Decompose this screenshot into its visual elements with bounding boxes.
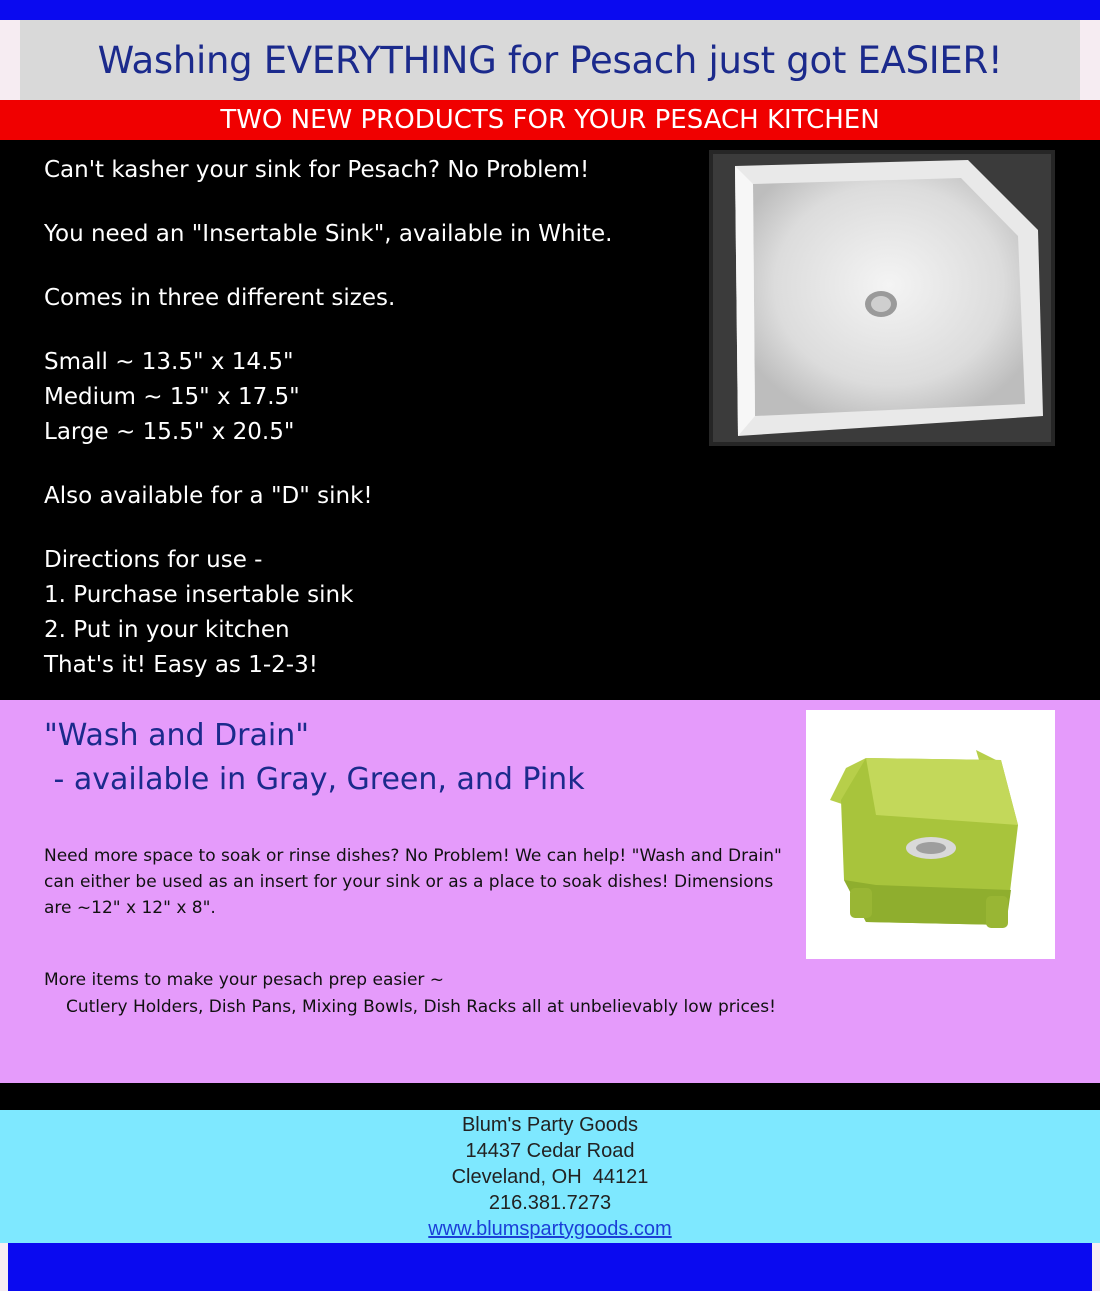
direction-closing: That's it! Easy as 1-2-3! (44, 652, 318, 678)
insertable-line: You need an "Insertable Sink", available in White. (44, 221, 613, 247)
kasher-line: Can't kasher your sink for Pesach? No Problem! (44, 157, 590, 183)
size-small: Small ~ 13.5" x 14.5" (44, 349, 294, 375)
black-divider (0, 1083, 1100, 1110)
sizes-intro: Comes in three different sizes. (44, 285, 396, 311)
direction-step-2: 2. Put in your kitchen (44, 617, 290, 643)
wash-and-drain-colors: - available in Gray, Green, and Pink (44, 762, 585, 797)
bottom-border (0, 1243, 1100, 1291)
wash-and-drain-section (0, 700, 1100, 1083)
insertable-sink-section (0, 140, 1100, 700)
size-medium: Medium ~ 15" x 17.5" (44, 384, 300, 410)
size-large: Large ~ 15.5" x 20.5" (44, 419, 295, 445)
directions-heading: Directions for use - (44, 547, 263, 573)
store-name: Blum's Party Goods (461, 1114, 639, 1136)
insertable-sink-photo (709, 150, 1055, 446)
subtitle-banner: TWO NEW PRODUCTS FOR YOUR PESACH KITCHEN (0, 100, 1100, 140)
wash-and-drain-title: "Wash and Drain" (44, 718, 310, 753)
d-sink-line: Also available for a "D" sink! (44, 483, 373, 509)
more-items-list: Cutlery Holders, Dish Pans, Mixing Bowls, Dish Racks all at unbelievably low prices! (66, 997, 776, 1017)
left-margin (0, 20, 20, 100)
white-sink-image (713, 154, 1051, 442)
store-website-link[interactable]: www.blumspartygoods.com (428, 1218, 672, 1240)
store-contact-footer (0, 1110, 1100, 1243)
top-border (0, 0, 1100, 20)
wash-and-drain-heading (44, 714, 585, 802)
direction-step-1: 1. Purchase insertable sink (44, 582, 354, 608)
insertable-sink-text (44, 153, 613, 683)
right-margin (1080, 20, 1100, 100)
more-items-intro: More items to make your pesach prep easier ~ (44, 970, 445, 990)
page-title: Washing EVERYTHING for Pesach just got EASIER! (20, 20, 1080, 100)
store-street: 14437 Cedar Road (465, 1140, 635, 1162)
store-city: Cleveland, OH 44121 (451, 1166, 649, 1188)
more-items (44, 967, 1044, 1021)
wash-and-drain-description: Need more space to soak or rinse dishes? No Problem! We can help! "Wash and Drain" can either be used as an insert for your sink or as a place to soak dishes! Dimensions are ~12" x 12" x 8". (44, 846, 782, 918)
green-basin-image (806, 710, 1055, 959)
store-phone: 216.381.7273 (488, 1192, 612, 1214)
wash-and-drain-photo (806, 710, 1055, 959)
